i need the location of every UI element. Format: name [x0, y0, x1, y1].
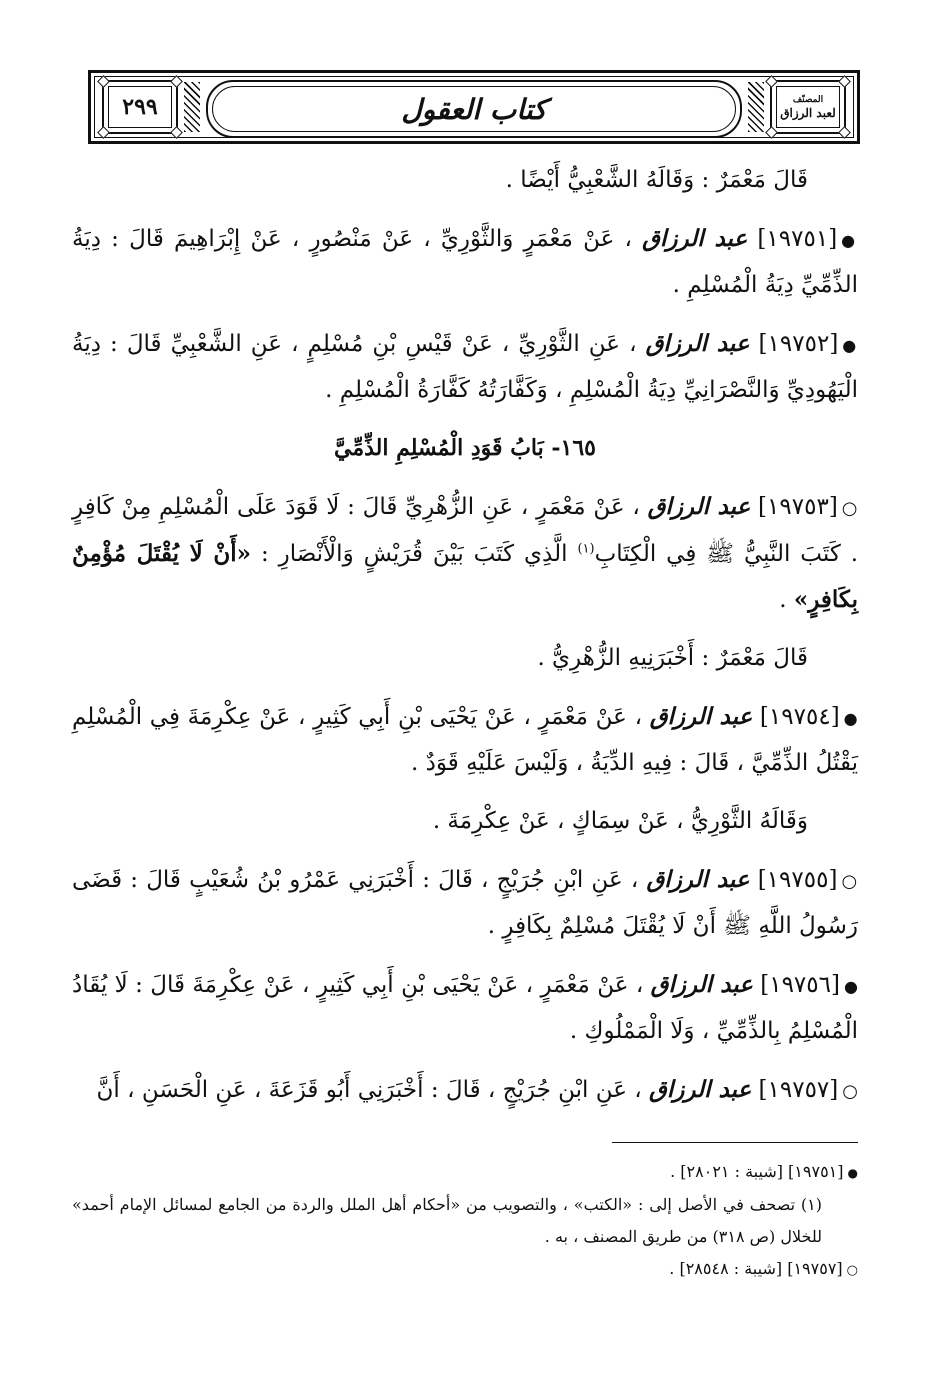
footnotes [72, 1156, 858, 1287]
hadith-number: [١٩٧٥٣] [758, 494, 838, 520]
hadith-number: [١٩٧٥٢] [758, 331, 839, 357]
hadith-number: [١٩٧٥٦] [760, 972, 840, 998]
header-ornament-left [184, 82, 200, 132]
hollow-circle-icon: ○ [841, 498, 858, 519]
footnote-text: [١٩٧٥٧] [شيبة : ٢٨٥٤٨] . [669, 1259, 843, 1278]
hadith-text: ، عَنِ ابْنِ جُرَيْجٍ ، قَالَ : أَخْبَرَنِي أَبُو قَزَعَةَ ، عَنِ الْحَسَنِ ، أَنَّ [96, 1077, 642, 1103]
hadith-text: الَّذِي كَتَبَ بَيْنَ قُرَيْشٍ وَالْأَنْصَارِ : [260, 541, 568, 567]
hadith-text: ، عَنْ مَعْمَرٍ ، عَنِ الزُّهْرِيِّ قَالَ : لَا قَوَدَ عَلَى الْمُسْلِمِ مِنْ كَافِرٍ . كَتَبَ النَّبِيُّ ﷺ فِي الْكِتَابِ [72, 494, 859, 567]
hadith-number: [١٩٧٥٥] [757, 867, 838, 893]
filled-bullet-icon: ● [847, 1166, 858, 1180]
page-header [88, 70, 860, 144]
footnote-divider [612, 1142, 858, 1143]
hollow-circle-icon: ○ [841, 871, 859, 892]
filled-bullet-icon: ● [843, 709, 858, 728]
main-text [72, 158, 858, 1127]
hadith-19757 [72, 1067, 858, 1114]
hadith-number: [١٩٧٥١] [757, 226, 838, 252]
hadith-text: ، عَنْ مَعْمَرٍ وَالثَّوْرِيِّ ، عَنْ مَنْصُورٍ ، عَنْ إِبْرَاهِيمَ قَالَ : دِيَةُ الذِّمِّيِّ دِيَةُ الْمُسْلِمِ . [72, 226, 858, 298]
page-number-badge [102, 80, 178, 134]
hadith-number: [١٩٧٥٤] [759, 704, 840, 730]
footnote-1: (١) تصحف في الأصل إلى : «الكتب» ، والتصويب من «أحكام أهل الملل والردة من الجامع لمسائل الإمام أحمد» للخلال (ص ٣١٨) من طريق المصنف ، به . [72, 1195, 823, 1246]
hadith-text: ، عَنِ ابْنِ جُرَيْجٍ ، قَالَ : أَخْبَرَنِي عَمْرُو بْنُ شُعَيْبٍ قَالَ : قَضَى رَسُولُ اللَّهِ ﷺ أَنْ لَا يُقْتَلَ مُسْلِمٌ بِكَافِرٍ . [72, 867, 858, 939]
footnote-ref: (١) [577, 541, 595, 557]
footnote-text: [١٩٧٥١] [شيبة : ٢٨٠٢١] . [670, 1162, 844, 1181]
author-name: عبد الرزاق [649, 703, 753, 730]
hadith-19756 [72, 962, 858, 1054]
hadith-number: [١٩٧٥٧] [758, 1077, 839, 1103]
text-paragraph: قَالَ مَعْمَرٌ : وَقَالَهُ الشَّعْبِيُّ أَيْضًا . [505, 167, 808, 193]
filled-bullet-icon: ● [841, 231, 859, 250]
author-name: عبد الرزاق [646, 866, 750, 893]
footnote-source-19751 [72, 1156, 858, 1189]
hollow-circle-icon: ○ [842, 1081, 858, 1102]
book-title: كتاب العقول [401, 92, 547, 126]
filled-bullet-icon: ● [842, 336, 859, 355]
author-name: عبد الرزاق [647, 493, 751, 520]
hadith-19751 [72, 216, 858, 308]
header-ornament-right [748, 82, 764, 132]
logo-text: المصنّف لعبد الرزاق [780, 95, 836, 120]
text-paragraph: قَالَ مَعْمَرٌ : أَخْبَرَنِيهِ الزُّهْرِيُّ . [537, 645, 808, 671]
author-name: عبد الرزاق [642, 225, 748, 252]
footnote-source-19757 [72, 1253, 858, 1287]
filled-bullet-icon: ● [843, 977, 859, 996]
hadith-text: ، عَنِ الثَّوْرِيِّ ، عَنْ قَيْسِ بْنِ مُسْلِمٍ ، عَنِ الشَّعْبِيِّ قَالَ : دِيَةُ الْيَهُودِيِّ وَالنَّصْرَانِيِّ دِيَةُ الْمُسْلِمِ ، وَكَفَّارَتُهُ كَفَّارَةُ الْمُسْلِمِ . [72, 331, 858, 403]
hadith-19752 [72, 321, 858, 413]
text-paragraph: وَقَالَهُ الثَّوْرِيُّ ، عَنْ سِمَاكٍ ، عَنْ عِكْرِمَةَ . [432, 808, 808, 834]
page-number: ٢٩٩ [122, 94, 158, 120]
hollow-circle-icon: ○ [846, 1263, 858, 1278]
hadith-text: ، عَنْ مَعْمَرٍ ، عَنْ يَحْيَى بْنِ أَبِي كَثِيرٍ ، عَنْ عِكْرِمَةَ قَالَ : لَا يُقَادُ الْمُسْلِمُ بِالذِّمِّيِّ ، وَلَا الْمَمْلُوكِ . [72, 972, 858, 1044]
author-name: عبد الرزاق [645, 330, 750, 357]
author-name: عبد الرزاق [649, 1076, 752, 1103]
hadith-quote: «أَنْ لَا يُقْتَلَ مُؤْمِنٌ بِكَافِرٍ» [72, 540, 858, 613]
publisher-logo [770, 80, 846, 134]
hadith-text: ، عَنْ مَعْمَرٍ ، عَنْ يَحْيَى بْنِ أَبِي كَثِيرٍ ، عَنْ عِكْرِمَةَ فِي الْمُسْلِمِ يَقْتُلُ الذِّمِّيَّ ، قَالَ : فِيهِ الدِّيَةُ ، وَلَيْسَ عَلَيْهِ قَوَدٌ . [72, 704, 858, 776]
chapter-heading: ١٦٥- بَابُ قَوَدِ الْمُسْلِمِ الذِّمِّيَّ [333, 435, 596, 461]
hadith-text: . [779, 587, 787, 613]
hadith-19754 [72, 694, 858, 786]
hadith-19755 [72, 857, 858, 949]
author-name: عبد الرزاق [650, 971, 753, 998]
title-cartouche [206, 80, 742, 138]
hadith-19753 [72, 484, 858, 623]
